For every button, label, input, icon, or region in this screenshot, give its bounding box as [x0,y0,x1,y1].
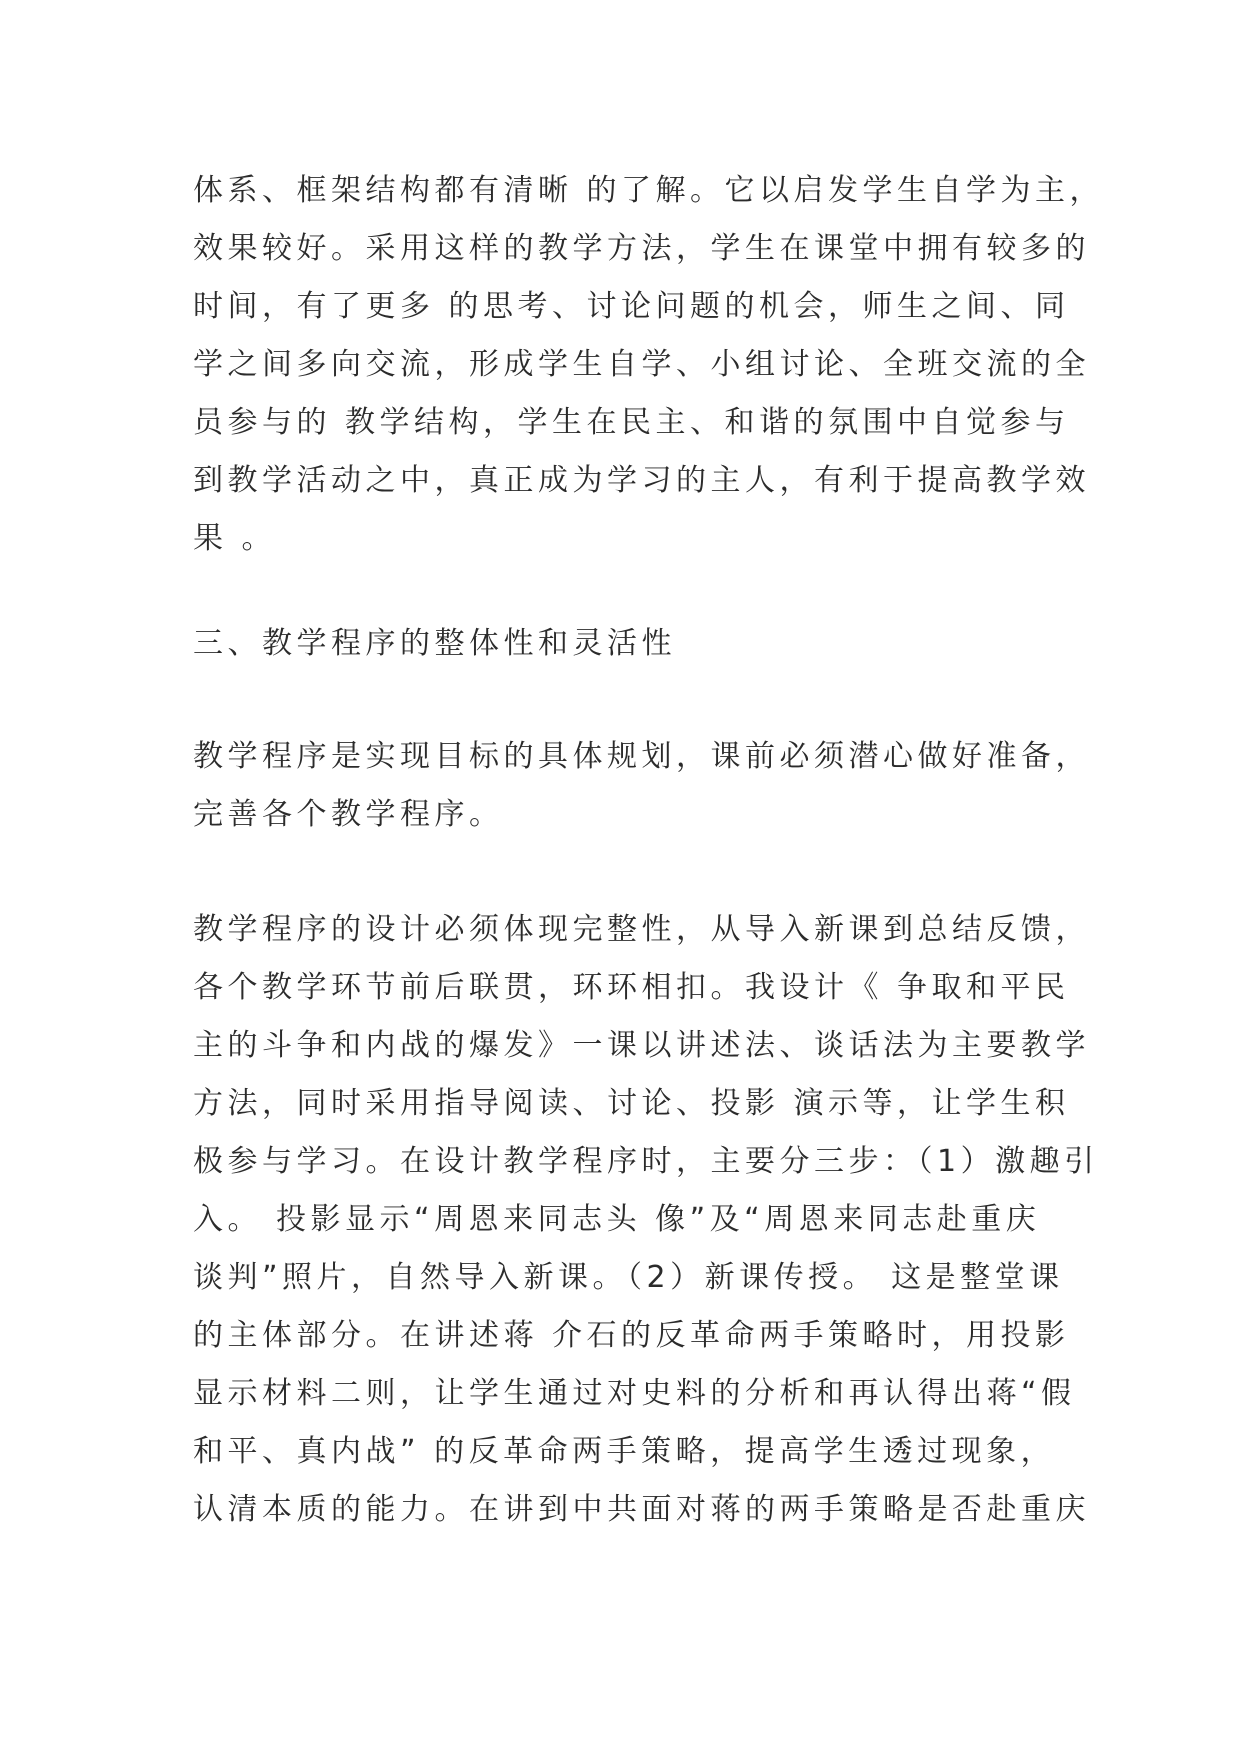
text-line: 教学程序的设计必须体现完整性，从导入新课到总结反馈， [193,912,1090,947]
text-line: 时间，有了更多 的思考、讨论问题的机会，师生之间、同 [193,289,1070,324]
text-line: 和平、真内战” 的反革命两手策略，提高学生透过现象， [193,1434,1056,1469]
text-line: 方法，同时采用指导阅读、讨论、投影 演示等，让学生积 [193,1086,1070,1121]
text-line: 各个教学环节前后联贯，环环相扣。我设计《 争取和平民 [193,970,1070,1005]
text-line: 入。 投影显示“周恩来同志头 像”及“周恩来同志赴重庆 [193,1202,1041,1237]
text-line: 学之间多向交流，形成学生自学、小组讨论、全班交流的全 [193,347,1090,382]
text-line: 果 。 [193,521,277,556]
section-heading: 三、教学程序的整体性和灵活性 [193,626,676,661]
text-line: 主的斗争和内战的爆发》一课以讲述法、谈话法为主要教学 [193,1028,1090,1063]
text-line: 认清本质的能力。在讲到中共面对蒋的两手策略是否赴重庆 [193,1492,1090,1527]
text-line: 体系、框架结构都有清晰 的了解。它以启发学生自学为主， [193,173,1105,208]
text-line: 到教学活动之中，真正成为学习的主人，有利于提高教学效 [193,463,1090,498]
text-line: 显示材料二则，让学生通过对史料的分析和再认得出蒋“假 [193,1376,1076,1411]
text-line: 极参与学习。在设计教学程序时，主要分三步：（1）激趣引 [193,1144,1099,1179]
text-line: 教学程序是实现目标的具体规划，课前必须潜心做好准备， [193,739,1090,774]
text-line: 效果较好。采用这样的教学方法，学生在课堂中拥有较多的 [193,231,1090,266]
text-line: 完善各个教学程序。 [193,797,504,832]
text-line: 谈判”照片，自然导入新课。（2）新课传授。 这是整堂课 [193,1260,1064,1295]
text-line: 员参与的 教学结构，学生在民主、和谐的氛围中自觉参与 [193,405,1070,440]
text-line: 的主体部分。在讲述蒋 介石的反革命两手策略时，用投影 [193,1318,1070,1353]
